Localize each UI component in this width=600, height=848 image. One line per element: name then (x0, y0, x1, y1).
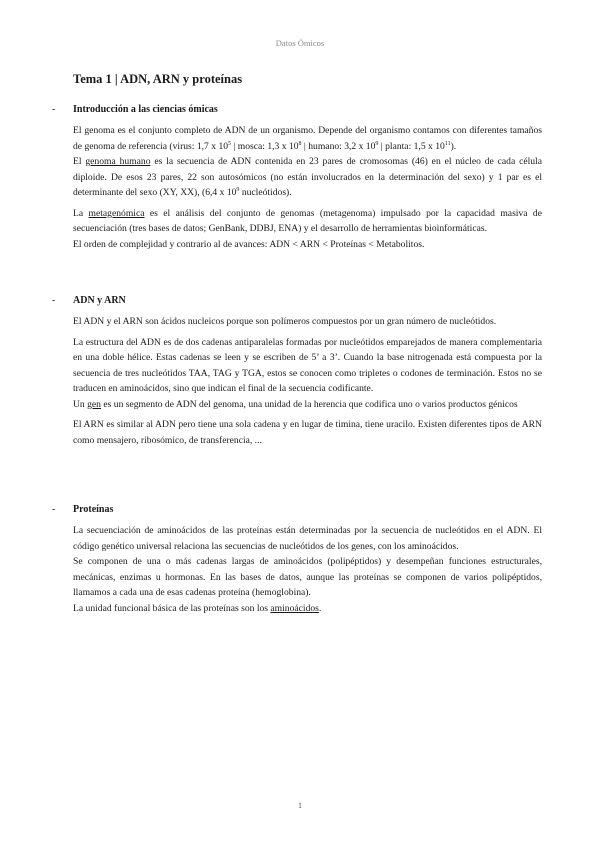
paragraph-genoma: El genoma es el conjunto completo de ADN de un organismo. Depende del organismo contamos con diferentes tamaños de genoma de referencia (virus: 1,7 x $10^5$ | mosca: 1,3 x $10^8$ | humano: 3,2 x $10^9$ | planta: 1,5 x $10^{11}$). (73, 125, 542, 152)
section-introduccion (52, 104, 542, 252)
paragraph-unidad-funcional: La unidad funcional básica de las proteínas son los aminoácidos. (73, 602, 322, 614)
section-heading (52, 295, 542, 306)
paragraph-complejidad: El orden de complejidad y contrario al de avances: ADN < ARN < Proteínas < Metabolitos. (73, 238, 425, 250)
list-dash: - (52, 504, 56, 515)
list-dash: - (52, 295, 56, 306)
section-heading (52, 104, 542, 115)
list-dash: - (52, 104, 56, 115)
paragraph-gen: Un gen es un segmento de ADN del genoma, una unidad de la herencia que codifica uno o varios productos génicos (73, 398, 518, 410)
section-adn-arn (52, 295, 542, 448)
paragraph-estructura-adn: La estructura del ADN es de dos cadenas antiparalelas formadas por nucleótidos emparejados de manera complementaria en una doble hélice. Estas cadenas se leen y se escriben de 5’ a 3’. Cuando la base nitrogenada está compuesta por la secuencia de tres nucleótidos TAA, TAG y TGA, estos se conocen como tripletes o codones de terminación. Estos no se traducen en aminoácidos, sino que indican el final de la secuencia codificante. (73, 336, 542, 394)
paragraph-composicion: Se componen de una o más cadenas largas de aminoácidos (polipéptidos) y desempeñan funciones estructurales, mecánicas, enzimas u hormonas. En las bases de datos, aunque las proteínas se componen de varios polipéptidos, llamamos a cada una de esas cadenas proteína (hemoglobina). (73, 556, 542, 598)
term-metagenomica: metagenómica (88, 207, 145, 219)
paragraph-secuenciacion: La secuenciación de aminoácidos de las proteínas están determinadas por la secuencia de nucleótidos en el ADN. El código genético universal relaciona las secuencias de nucleótidos de los genes, con los aminoácidos. (73, 525, 542, 552)
paragraph-arn: El ARN es similar al ADN pero tiene una sola cadena y en lugar de timina, tiene uracilo. Existen diferentes tipos de ARN como mensajero, ribosómico, de transferencia, ... (73, 419, 542, 446)
section-heading (52, 504, 542, 515)
section-title: Introducción a las ciencias ómicas (73, 104, 218, 115)
term-genoma-humano: genoma humano (85, 156, 151, 167)
paragraph-metagenomica: La metagenómica es el análisis del conjunto de genomas (metagenoma) impulsado por la capacidad masiva de secuenciación (tres bases de datos; GenBank, DDBJ, ENA) y el desarrollo de herramientas bioinformáticas. (73, 207, 542, 234)
section-title: Proteínas (73, 504, 114, 515)
term-aminoacidos: aminoácidos (270, 602, 319, 614)
paragraph-acidos-nucleicos: El ADN y el ARN son ácidos nucleicos porque son polímeros compuestos por un gran número de nucleótidos. (73, 316, 497, 327)
term-gen: gen (87, 398, 101, 410)
page-number: 1 (298, 801, 302, 810)
page-header: Datos Ómicos (275, 38, 325, 48)
document-title: Tema 1 | ADN, ARN y proteínas (73, 72, 243, 86)
paragraph-genoma-humano: El genoma humano es la secuencia de ADN contenida en 23 pares de cromosomas (46) en el núcleo de cada célula diploide. De esos 23 pares, 22 son autosómicos (no están involucrados en la determinación del sexo) y 1 par es el determinante del sexo (XY, XX), (6,4 x $10^9$ nucleótidos). (73, 156, 542, 198)
section-title: ADN y ARN (73, 295, 126, 306)
section-proteinas (52, 504, 542, 616)
